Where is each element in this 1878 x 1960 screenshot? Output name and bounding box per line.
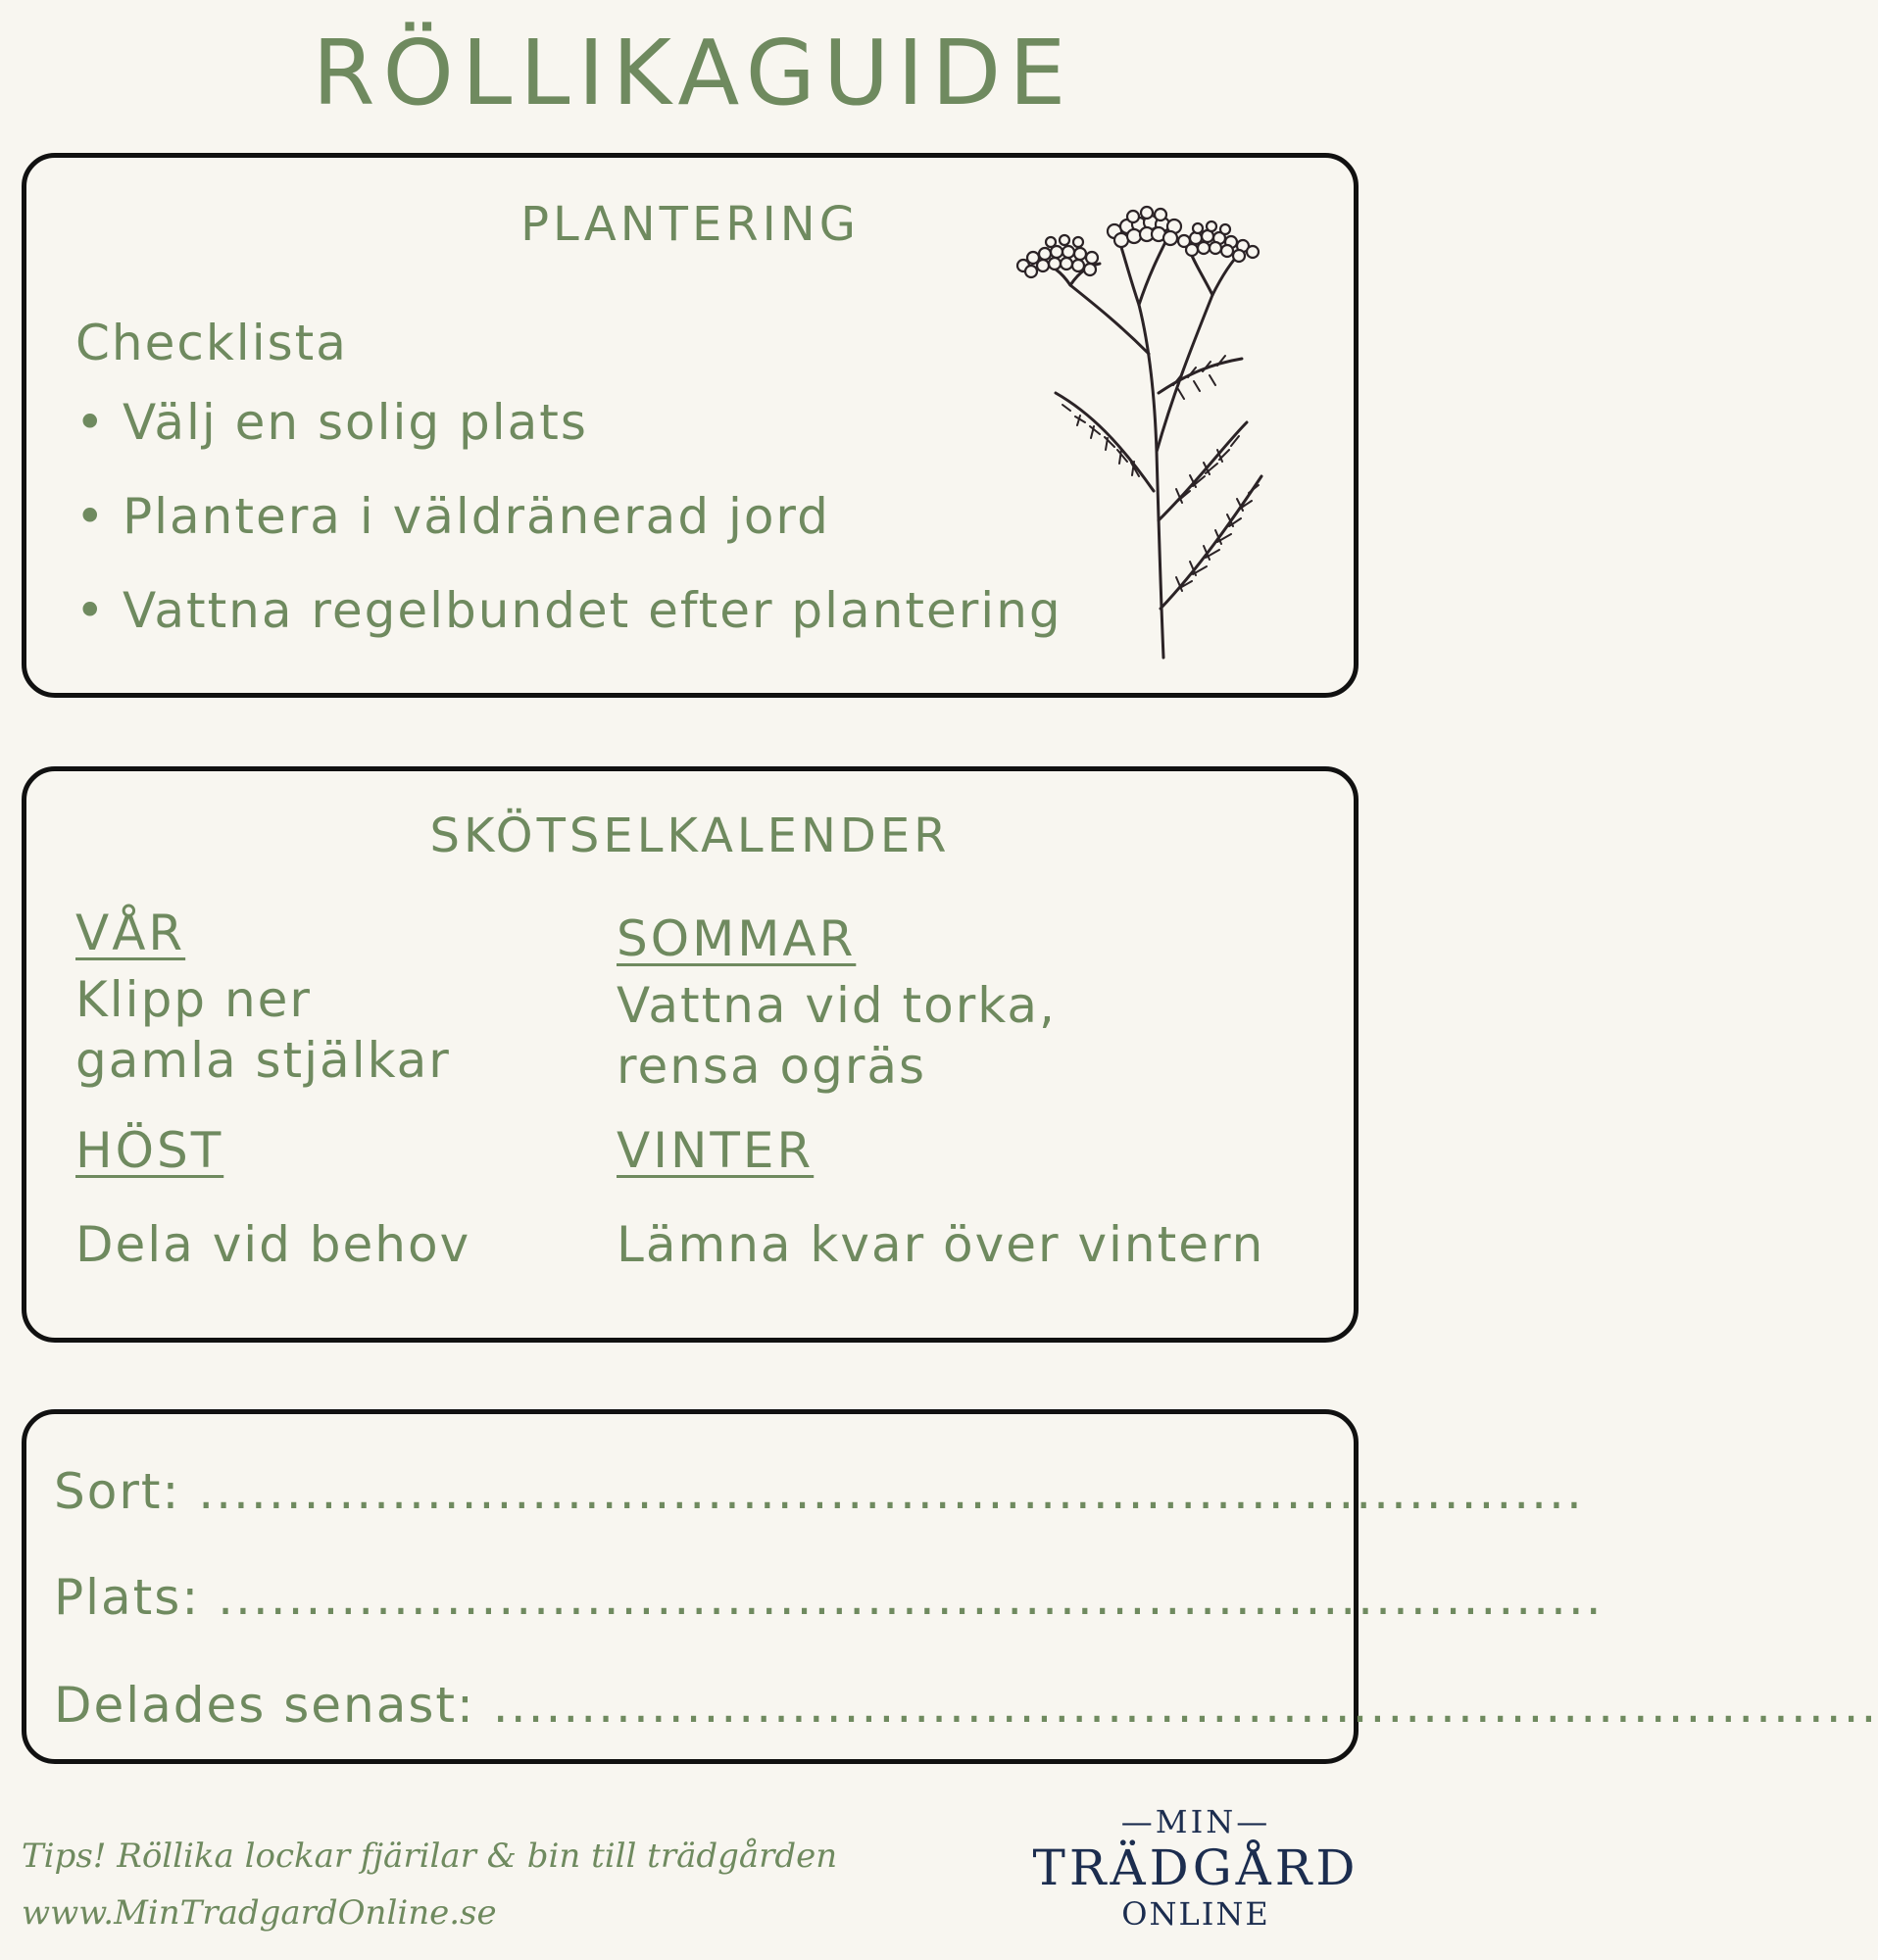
page-title: RÖLLIKAGUIDE [312, 21, 1074, 125]
yarrow-flower-icon [1002, 197, 1306, 667]
website-link[interactable]: www.MinTradgardOnline.se [22, 1893, 497, 1933]
season-summer [617, 910, 1057, 1097]
season-autumn [75, 1122, 470, 1275]
brand-logo: —MIN— TRÄDGÅRD ONLINE [1032, 1803, 1359, 1933]
sort-field[interactable]: Sort: ............................................................................... [54, 1463, 1584, 1520]
checklist-heading: Checklista [75, 315, 348, 371]
season-autumn-name: HÖST [75, 1122, 224, 1179]
list-item: • Välj en solig plats [75, 394, 588, 451]
list-item: • Plantera i väldränerad jord [75, 488, 830, 545]
plats-field[interactable]: Plats: ............................................................................... [54, 1569, 1604, 1626]
season-spring-name: VÅR [75, 905, 186, 961]
checklist [75, 393, 1063, 675]
season-spring-text: Klipp ner gamla stjälkar [75, 971, 451, 1089]
delades-senast-field[interactable]: Delades senast: ............................................................................... [54, 1677, 1878, 1734]
season-summer-text: Vattna vid torka, rensa ogräs [617, 977, 1057, 1095]
tip-text: Tips! Röllika lockar fjärilar & bin till trädgården [22, 1837, 838, 1876]
calendar-card [22, 766, 1359, 1343]
season-winter [617, 1122, 1264, 1275]
season-winter-text: Lämna kvar över vintern [617, 1216, 1265, 1273]
planting-heading: PLANTERING [520, 197, 860, 252]
season-spring [75, 905, 451, 1091]
planting-card [22, 153, 1359, 698]
list-item: • Vattna regelbundet efter plantering [75, 582, 1063, 639]
season-summer-name: SOMMAR [617, 910, 857, 967]
season-winter-name: VINTER [617, 1122, 815, 1179]
calendar-heading: SKÖTSELKALENDER [429, 808, 951, 863]
notes-card [22, 1409, 1878, 1764]
season-autumn-text: Dela vid behov [75, 1216, 471, 1273]
